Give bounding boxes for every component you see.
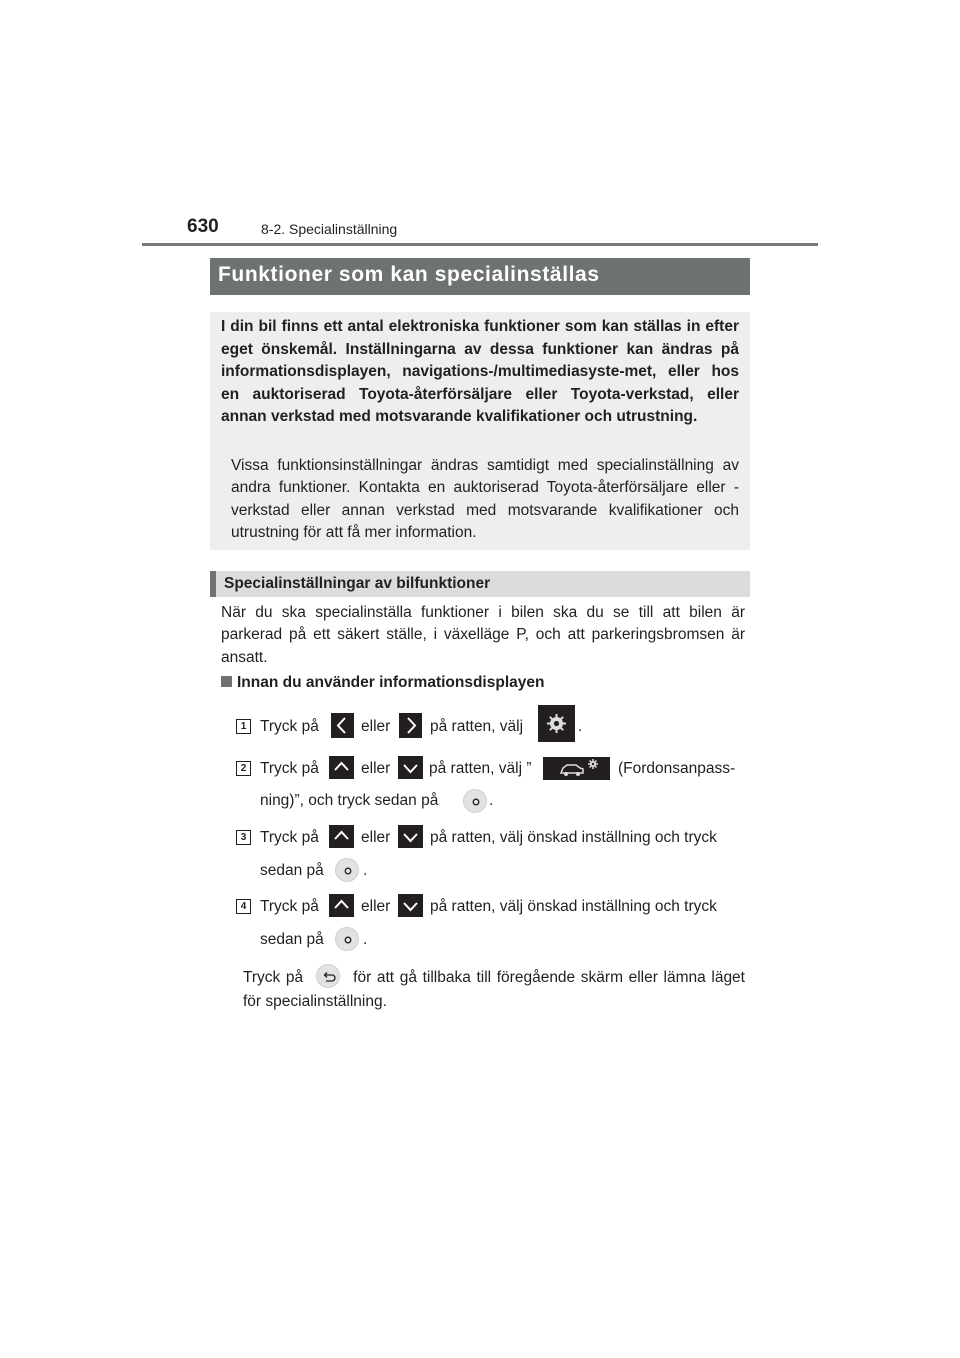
step4-text-d: sedan på bbox=[260, 931, 324, 948]
step-number-1: 1 bbox=[236, 719, 251, 734]
page-title: Funktioner som kan specialinställas bbox=[218, 263, 600, 286]
step1-text-b: eller bbox=[361, 718, 391, 735]
intro-note-text: Vissa funktionsinställningar ändras samtidigt med specialinställning av andra funktioner. Kontakta en auktoriserad Toyota-återförsäljare eller -verkstad eller annan verkstad med motsvarande kvalifikationer och utrustning för att få mer information. bbox=[231, 457, 739, 541]
title-bar bbox=[210, 258, 750, 295]
bullet-heading-text: Innan du använder informationsdisplayen bbox=[237, 674, 545, 691]
ok-button-icon bbox=[335, 927, 359, 951]
chevron-right-icon bbox=[399, 713, 422, 738]
subheading-accent bbox=[210, 571, 216, 597]
closing-text-a: Tryck på bbox=[243, 969, 304, 986]
step3-text-c: på ratten, välj önskad inställning och tryck bbox=[430, 829, 717, 846]
step2-text-c: på ratten, välj ” bbox=[429, 760, 532, 777]
step4-text-c: på ratten, välj önskad inställning och tryck bbox=[430, 898, 717, 915]
step2-text-d: (Fordonsanpass- bbox=[618, 760, 736, 777]
step4-text-a: Tryck på bbox=[260, 898, 319, 915]
step-number-4: 4 bbox=[236, 899, 251, 914]
chevron-up-icon bbox=[329, 756, 354, 779]
step2-text-a: Tryck på bbox=[260, 760, 319, 777]
chevron-down-icon bbox=[398, 825, 423, 848]
bullet-heading bbox=[221, 674, 544, 692]
step-number-3: 3 bbox=[236, 830, 251, 845]
bullet-square-icon bbox=[221, 676, 232, 687]
intro-bold-text: I din bil finns ett antal elektroniska funktioner som kan ställas in efter eget önskemål. Inställningarna av dessa funktioner kan ändras på informationsdisplayen, navigations-/multimediasyste-met, eller hos en auktoriserad Toyota-återförsäljare eller Toyota-verkstad, eller annan verkstad med motsvarande kvalifikationer och utrustning. bbox=[221, 318, 739, 426]
step4-text-b: eller bbox=[361, 898, 391, 915]
chevron-down-icon bbox=[398, 756, 423, 779]
step3-text-a: Tryck på bbox=[260, 829, 319, 846]
step4-text-e: . bbox=[363, 931, 368, 948]
step2-text-e: ning)”, och tryck sedan på bbox=[260, 792, 439, 809]
back-button-icon bbox=[316, 964, 340, 988]
subheading-bar bbox=[210, 571, 750, 597]
closing-text-b: för att gå tillbaka till föregående skärm eller lämna läget för specialinställning. bbox=[243, 969, 745, 1010]
step1-text-d: . bbox=[578, 718, 583, 735]
step-number-2: 2 bbox=[236, 761, 251, 776]
subheading: Specialinställningar av bilfunktioner bbox=[224, 575, 491, 592]
page-number: 630 bbox=[187, 216, 219, 237]
step1-text-a: Tryck på bbox=[260, 718, 319, 735]
step1-text-c: på ratten, välj bbox=[430, 718, 524, 735]
header-rule bbox=[142, 243, 818, 246]
chevron-left-icon bbox=[331, 713, 354, 738]
car-settings-icon bbox=[543, 757, 610, 780]
section-label: 8-2. Specialinställning bbox=[261, 221, 398, 237]
ok-button-icon bbox=[463, 789, 487, 813]
ok-button-icon bbox=[335, 858, 359, 882]
step3-text-b: eller bbox=[361, 829, 391, 846]
step3-text-d: sedan på bbox=[260, 862, 324, 879]
step3-text-e: . bbox=[363, 862, 368, 879]
step2-text-f: . bbox=[489, 792, 494, 809]
chevron-up-icon bbox=[329, 825, 354, 848]
gear-icon bbox=[538, 705, 575, 742]
chevron-up-icon bbox=[329, 894, 354, 917]
step2-text-b: eller bbox=[361, 760, 391, 777]
body-paragraph: När du ska specialinställa funktioner i bilen ska du se till att bilen är parkerad på ett säkert ställe, i växelläge P, och att parkeringsbromsen är ansatt. bbox=[221, 604, 745, 666]
intro-box bbox=[210, 312, 750, 550]
chevron-down-icon bbox=[398, 894, 423, 917]
